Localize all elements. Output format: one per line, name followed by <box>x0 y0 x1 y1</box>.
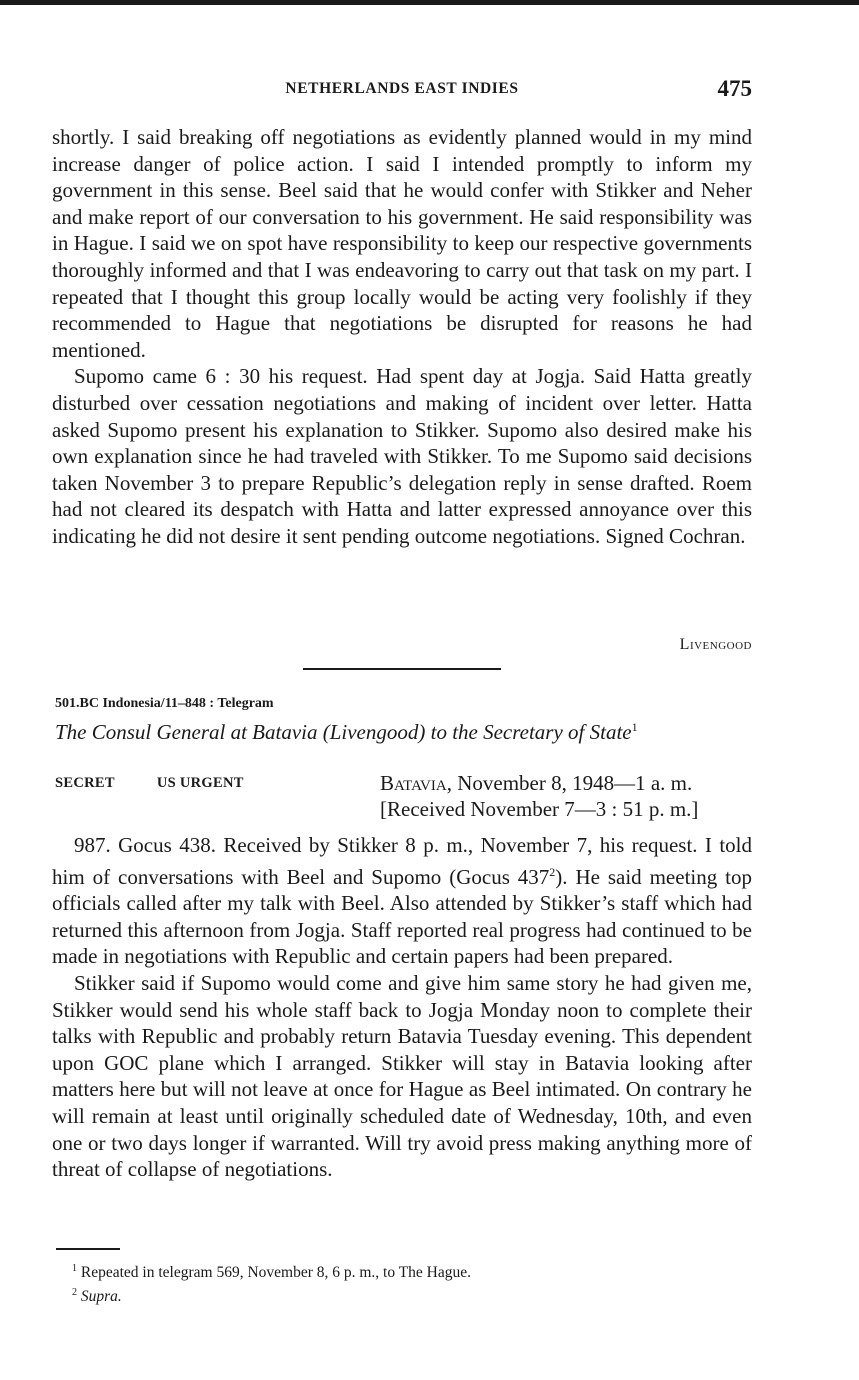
footnote-1-marker: 1 <box>72 1263 77 1274</box>
classification <box>55 775 244 792</box>
continuation-paragraph-1: shortly. I said breaking off negotiations as evidently planned would in my mind increase danger of police action. I said I intended promptly to inform my government in this sense. Beel said that he would confer with Stikker and Neher and make report of our conversation to his government. He said responsibility was in Hague. I said we on spot have responsibility to keep our respective governments thoroughly informed and that I was endeavoring to carry out that task on my part. I repeated that I thought this group locally would be acting very foolishly if they recommended to Hague that negotiations be disrupted for reasons he had mentioned. <box>52 125 752 362</box>
telegram-paragraph-1 <box>52 832 752 970</box>
footnote-1-text: Repeated in telegram 569, November 8, 6 p. m., to The Hague. <box>80 1264 471 1282</box>
place-name: Batavia <box>380 771 447 795</box>
page-top-edge <box>0 0 859 5</box>
date-sent-text: , November 8, 1948—1 a. m. <box>446 771 693 795</box>
running-title: NETHERLANDS EAST INDIES <box>285 80 519 97</box>
section-divider <box>303 668 501 670</box>
footnote-2-text: Supra. <box>80 1288 122 1306</box>
footnote-2 <box>72 1283 471 1307</box>
classification-secret: SECRET <box>55 775 115 791</box>
telegram-paragraph-1-end: ). He said meeting top officials called after my talk with Beel. Also attended by Stikker’s staff which had returned this afternoon from Jogja. Staff reported real progress had continued to be made in negotiations with Republic and certain papers had been prepared. <box>52 864 752 969</box>
footnotes <box>72 1259 471 1307</box>
document-title-text: The Consul General at Batavia (Livengood) to the Secretary of State <box>55 720 632 744</box>
continuation-paragraph-2: Supomo came 6 : 30 his request. Had spent day at Jogja. Said Hatta greatly disturbed over cessation negotiations and making of incident over letter. Hatta asked Supomo present his explanation to Stikker. Supomo also desired make his own explanation since he had traveled with Stikker. To me Supomo said decisions taken November 3 to prepare Republic’s delegation reply in sense drafted. Roem had not cleared its despatch with Hatta and latter expressed annoyance over this indicating he did not desire it sent pending outcome negotiations. Signed Cochran. <box>52 364 752 548</box>
telegram-paragraph-2: Stikker said if Supomo would come and give him same story he had given me, Stikker would send his whole staff back to Jogja Monday noon to complete their talks with Republic and probably return Batavia Tuesday evening. This dependent upon GOC plane which I arranged. Stikker will stay in Batavia looking after matters here but will not leave at once for Hague as Beel intimated. On contrary he will remain at least until originally scheduled date of Wednesday, 10th, and even one or two days longer if warranted. Will try avoid press making anything more of threat of collapse of negotiations. <box>52 970 752 1182</box>
dateline <box>380 770 752 822</box>
document-title <box>55 720 755 745</box>
continuation-text <box>52 124 752 550</box>
page-number: 475 <box>717 76 752 101</box>
running-head <box>52 76 752 106</box>
file-reference: 501.BC Indonesia/11–848 : Telegram <box>55 696 274 711</box>
footnote-rule <box>56 1248 120 1250</box>
telegram-paragraph-1-start: 987. Gocus 438. Received by Stikker 8 p. m., November 7, his request. I told him of conversations with Beel and Supomo (Gocus 437 <box>52 833 752 889</box>
title-footnote-marker: 1 <box>631 720 638 734</box>
date-received: [Received November 7—3 : 51 p. m.] <box>380 797 699 821</box>
footnote-2-marker: 2 <box>72 1287 77 1299</box>
footnote-1 <box>72 1259 471 1283</box>
paragraph-footnote-marker: 2 <box>549 864 556 879</box>
telegram-body <box>52 832 752 1183</box>
signature: Livengood <box>679 636 752 653</box>
date-sent <box>380 770 752 796</box>
classification-urgent: US URGENT <box>156 775 244 791</box>
